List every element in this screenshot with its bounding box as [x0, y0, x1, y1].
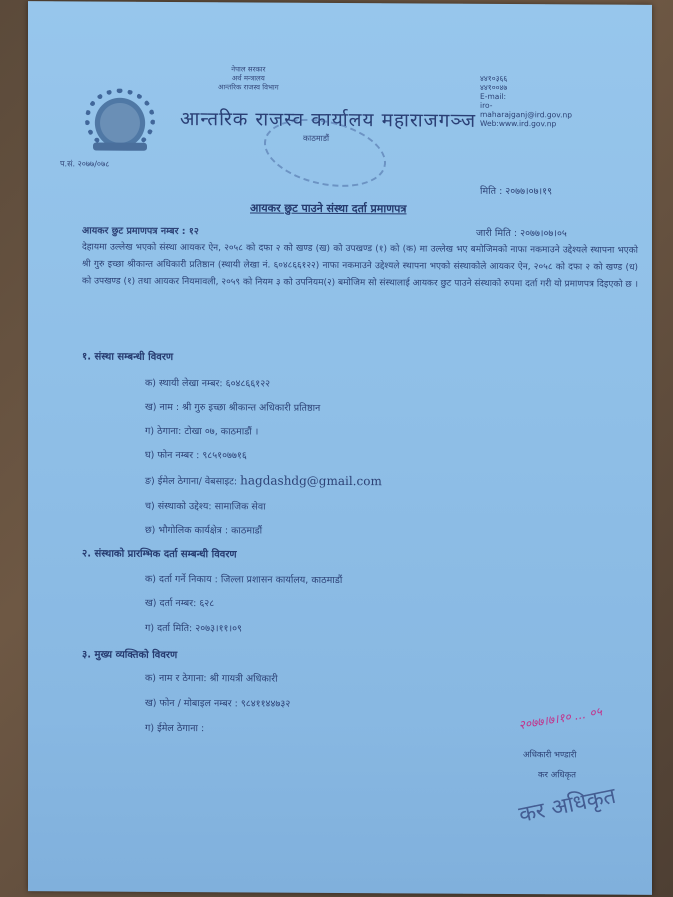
letter-date: मिति : २०७७।०७।१९: [480, 185, 553, 198]
handwritten-signature: २०७७।७।१० ... ०५: [517, 704, 604, 733]
field-pan: क) स्थायी लेखा नम्बर: ६०४८६६१२२: [145, 377, 271, 390]
field-objective: च) संस्थाको उद्देश्य: सामाजिक सेवा: [145, 500, 266, 513]
email-label: ङ) ईमेल ठेगाना/ वेबसाइट:: [145, 475, 238, 488]
government-lines: [218, 65, 279, 92]
field-phone: घ) फोन नम्बर : ९८५१०७७१६: [145, 449, 247, 462]
office-location: काठमाडौं: [303, 133, 330, 143]
reference-number: प.सं. २०७७/०७८: [60, 159, 110, 169]
field-key-person-email: ग) ईमेल ठेगाना :: [145, 722, 205, 735]
office-name: आन्तरिक राजस्व कार्यालय महाराजगञ्ज: [180, 108, 477, 132]
field-key-person-phone: ख) फोन / मोबाइल नम्बर : ९८४११४४७३२: [145, 697, 291, 710]
certificate-number: आयकर छुट प्रमाणपत्र नम्बर : १२: [82, 225, 199, 238]
officer-stamp: कर अधिकृत: [516, 783, 619, 829]
document-page: [28, 1, 652, 895]
field-registration-date: ग) दर्ता मिति: २०७३।११।०९: [145, 622, 242, 635]
email-prefix: iro-: [480, 100, 493, 110]
phone-2: ४४१००४७: [480, 82, 508, 93]
date-value: २०७७।०७।१९: [505, 186, 553, 198]
intro-paragraph: देहायमा उल्लेख भएको संस्था आयकर ऐन, २०५८ को दफा २ को खण्ड (ख) को उपखण्ड (१) को (क) मा उल्लेख भए बमोजिमको नाफा नकमाउने उद्देश्यले स्थापना भएको श्री गुरु इच्छा श्रीकान्त अधिकारी प्रतिष्ठान (स्थायी लेखा नं. ६०४८६६१२२) नाफा नकमाउने उद्देश्यले स्थापना भएको संस्थाकोले आयकर ऐन, २०५८ को दफा २ को खण्ड (ध) को उपखण्ड (१) तथा आयकर नियमावली, २०५९ को नियम ३ को उपनियम(२) बमोजिम सो संस्थालाई आयकर छुट पाउने संस्थाको रुपमा दर्ता गरी यो प्रमाणपत्र दिइएको छ ।: [82, 242, 639, 290]
section-3-heading: ३. मुख्य व्यक्तिको विवरण: [82, 649, 178, 662]
website: Web:www.ird.gov.np: [480, 118, 557, 129]
field-address: ग) ठेगाना: टोखा ०७, काठमाडौं ।: [145, 425, 259, 438]
field-key-person: क) नाम र ठेगाना: श्री गायत्री अधिकारी: [145, 672, 278, 685]
email-address: maharajganj@ird.gov.np: [480, 109, 572, 120]
field-registering-body: क) दर्ता गर्ने निकाय : जिल्ला प्रशासन कार्यालय, काठमाडौं: [145, 573, 343, 587]
field-email: [145, 473, 382, 488]
email-value: hagdashdg@gmail.com: [240, 473, 382, 489]
field-registration-number: ख) दर्ता नम्बर: ६२८: [145, 597, 215, 610]
nepal-emblem-icon: [83, 86, 157, 152]
date-label: मिति: [480, 185, 497, 197]
field-geographic-area: छ) भौगोलिक कार्यक्षेत्र : काठमाडौं: [145, 524, 263, 537]
phone-1: ४४१०३६६: [480, 73, 508, 84]
email-label: E-mail:: [480, 91, 507, 102]
gov-line-2: अर्थ मन्त्रालय: [231, 74, 265, 83]
gov-line-3: आन्तरिक राजस्व विभाग: [218, 83, 279, 92]
officer-name: अधिकारी भण्डारी: [523, 750, 577, 761]
gov-line-1: नेपाल सरकार: [231, 65, 266, 74]
field-name: ख) नाम : श्री गुरु इच्छा श्रीकान्त अधिकारी प्रतिष्ठान: [145, 401, 321, 414]
section-1-heading: १. संस्था सम्बन्धी विवरण: [82, 351, 174, 363]
issue-date: जारी मिति : २०७७।०७।०५: [476, 227, 567, 240]
section-2-heading: २. संस्थाको प्रारम्भिक दर्ता सम्बन्धी विवरण: [82, 548, 237, 561]
officer-title: कर अधिकृत: [538, 770, 577, 781]
document-title: आयकर छुट पाउने संस्था दर्ता प्रमाणपत्र: [250, 201, 407, 216]
contact-block: [480, 74, 572, 129]
